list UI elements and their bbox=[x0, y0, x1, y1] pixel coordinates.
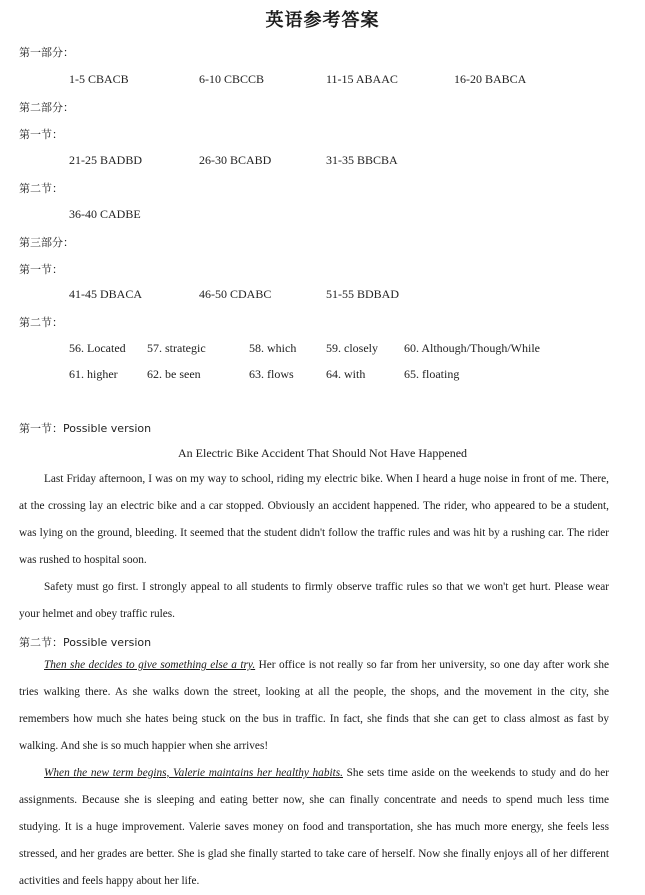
paragraph-text: She sets time aside on the weekends to study and do her assignments. Because she is sleeping and eating better now, she can finally concentrate and needs to spend much less time studying. It is a huge improvement. Valerie saves money on food and transportation, she has much more energy, she feels less stressed, and her grades are better. She is glad she finally started to take care of herself. Now she finally enjoys all of her different activities and feels happy about her life. bbox=[19, 767, 609, 887]
fill-answer: 65. floating bbox=[404, 367, 460, 381]
underlined-lead-sentence: Then she decides to give something else a try. bbox=[44, 659, 256, 671]
essay-paragraph: Safety must go first. I strongly appeal to all students to firmly observe traffic rules so that we won't get hurt. Please wear your helmet and obey traffic rules. bbox=[19, 581, 609, 620]
answer-group: 26-30 BCABD bbox=[199, 153, 272, 167]
writing-section1-heading: 第一节：Possible version bbox=[19, 422, 152, 435]
fill-answer: 58. which bbox=[249, 341, 297, 355]
continuation-paragraph bbox=[19, 652, 609, 760]
answer-group: 46-50 CDABC bbox=[199, 287, 272, 301]
part3-heading: 第三部分： bbox=[19, 236, 74, 249]
page-title: 英语参考答案 bbox=[265, 10, 380, 31]
underlined-lead-sentence: When the new term begins, Valerie maintains her healthy habits. bbox=[44, 767, 343, 779]
fill-answer: 61. higher bbox=[69, 367, 118, 381]
part2-heading: 第二部分： bbox=[19, 101, 74, 114]
answer-group: 1-5 CBACB bbox=[69, 72, 129, 86]
answer-group: 51-55 BDBAD bbox=[326, 287, 400, 301]
continuation-paragraph bbox=[19, 760, 609, 895]
part2-section2-heading: 第二节： bbox=[19, 182, 63, 195]
part2-section1-heading: 第一节： bbox=[19, 128, 63, 141]
fill-answer: 57. strategic bbox=[147, 341, 206, 355]
answer-group: 11-15 ABAAC bbox=[326, 72, 398, 86]
part3-section2-heading: 第二节： bbox=[19, 316, 63, 329]
part3-section1-heading: 第一节： bbox=[19, 263, 63, 276]
fill-answer: 62. be seen bbox=[147, 367, 201, 381]
part1-heading: 第一部分： bbox=[19, 46, 74, 59]
fill-answer: 59. closely bbox=[326, 341, 378, 355]
essay-title: An Electric Bike Accident That Should Not Have Happened bbox=[177, 446, 468, 460]
fill-answer: 60. Although/Though/While bbox=[404, 341, 540, 355]
answer-group: 36-40 CADBE bbox=[69, 207, 141, 221]
writing-section2-heading: 第二节：Possible version bbox=[19, 636, 152, 649]
answer-group: 16-20 BABCA bbox=[454, 72, 527, 86]
answer-group: 6-10 CBCCB bbox=[199, 72, 265, 86]
fill-answer: 63. flows bbox=[249, 367, 294, 381]
fill-answer: 64. with bbox=[326, 367, 366, 381]
answer-group: 21-25 BADBD bbox=[69, 153, 143, 167]
paragraph-text: Her office is not really so far from her university, so one day after work she tries walking there. As she walks down the street, looking at all the people, the shops, and the movement in the city, she remembers how much she hates being stuck on the bus in traffic. In fact, she finds that she can get to class almost as fast by walking. And she is so much happier when she arrives! bbox=[19, 659, 609, 752]
essay-paragraph: Last Friday afternoon, I was on my way to school, riding my electric bike. When I heard a huge noise in front of me. There, at the crossing lay an electric bike and a car stopped. Obviously an accident happened. The rider, who appeared to be a student, was lying on the ground, bleeding. It seemed that the student didn't follow the traffic rules and was hit by a rushing car. The rider was rushed to hospital soon. bbox=[19, 473, 609, 566]
answer-group: 31-35 BBCBA bbox=[326, 153, 398, 167]
fill-answer: 56. Located bbox=[69, 341, 126, 355]
answer-group: 41-45 DBACA bbox=[69, 287, 143, 301]
